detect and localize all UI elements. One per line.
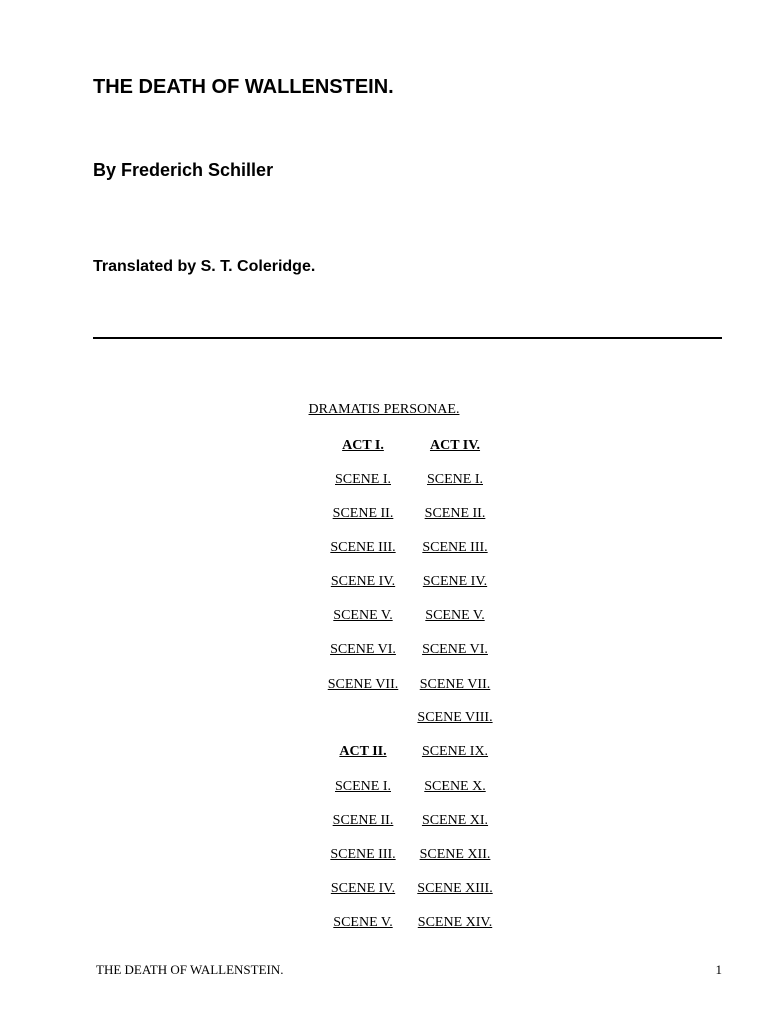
toc-row — [405, 470, 505, 489]
toc-row — [313, 675, 413, 694]
toc-row — [405, 640, 505, 659]
toc-row — [313, 845, 413, 864]
toc-link-right-scene-xi[interactable]: SCENE XI. — [421, 813, 489, 828]
toc-link-left-scene-v[interactable]: SCENE V. — [333, 608, 393, 623]
toc-link-right-scene-viii[interactable]: SCENE VIII. — [417, 710, 493, 725]
toc-row — [313, 538, 413, 557]
toc-row — [313, 742, 413, 761]
document-translator: Translated by S. T. Coleridge. — [93, 258, 316, 275]
toc-link-left-scene-iii[interactable]: SCENE III. — [330, 847, 396, 862]
footer-running-title: THE DEATH OF WALLENSTEIN. — [96, 962, 284, 977]
toc-link-left-scene-i[interactable]: SCENE I. — [335, 779, 391, 794]
toc-link-left-scene-v[interactable]: SCENE V. — [333, 915, 393, 930]
toc-row — [313, 606, 413, 625]
toc-link-left-scene-vi[interactable]: SCENE VI. — [330, 642, 396, 657]
document-title: THE DEATH OF WALLENSTEIN. — [93, 76, 394, 98]
toc-link-right-scene-iii[interactable]: SCENE III. — [422, 540, 488, 555]
toc-header-row — [0, 400, 768, 418]
toc-row — [313, 879, 413, 898]
toc-link-left-scene-iii[interactable]: SCENE III. — [330, 540, 396, 555]
toc-link-left-act-ii[interactable]: ACT II. — [339, 744, 387, 759]
toc-link-left-scene-ii[interactable]: SCENE II. — [332, 813, 394, 828]
toc-row — [405, 606, 505, 625]
toc-row — [313, 811, 413, 830]
footer-page-number: 1 — [715, 962, 722, 977]
toc-row — [313, 777, 413, 796]
toc-row — [405, 436, 505, 455]
toc-row — [405, 811, 505, 830]
toc-row — [405, 845, 505, 864]
table-of-contents — [0, 436, 768, 936]
toc-link-right-scene-ix[interactable]: SCENE IX. — [421, 744, 489, 759]
toc-link-left-act-i[interactable]: ACT I. — [342, 438, 384, 453]
toc-link-right-scene-xiii[interactable]: SCENE XIII. — [417, 881, 493, 896]
toc-row — [313, 913, 413, 932]
toc-row — [405, 708, 505, 727]
toc-link-right-scene-vi[interactable]: SCENE VI. — [422, 642, 488, 657]
document-author: By Frederich Schiller — [93, 160, 274, 180]
toc-link-left-scene-vii[interactable]: SCENE VII. — [327, 677, 399, 692]
toc-row — [313, 572, 413, 591]
toc-link-right-scene-x[interactable]: SCENE X. — [424, 779, 486, 794]
toc-row — [313, 436, 413, 455]
toc-row — [405, 675, 505, 694]
horizontal-rule — [93, 337, 722, 339]
toc-link-left-scene-iv[interactable]: SCENE IV. — [330, 881, 396, 896]
toc-link-right-scene-i[interactable]: SCENE I. — [427, 472, 483, 487]
toc-link-left-scene-ii[interactable]: SCENE II. — [332, 506, 394, 521]
toc-row — [405, 572, 505, 591]
toc-link-right-scene-vii[interactable]: SCENE VII. — [419, 677, 491, 692]
toc-link-right-scene-v[interactable]: SCENE V. — [425, 608, 485, 623]
toc-row — [405, 742, 505, 761]
toc-link-dramatis-personae[interactable]: DRAMATIS PERSONAE. — [308, 402, 460, 417]
toc-row — [405, 777, 505, 796]
toc-link-left-scene-iv[interactable]: SCENE IV. — [330, 574, 396, 589]
toc-link-right-scene-iv[interactable]: SCENE IV. — [422, 574, 488, 589]
toc-link-left-scene-i[interactable]: SCENE I. — [335, 472, 391, 487]
toc-link-right-act-iv[interactable]: ACT IV. — [429, 438, 481, 453]
toc-link-right-scene-xii[interactable]: SCENE XII. — [419, 847, 491, 862]
toc-row — [313, 470, 413, 489]
toc-row — [405, 913, 505, 932]
toc-row — [405, 504, 505, 523]
toc-row — [313, 640, 413, 659]
toc-row — [405, 538, 505, 557]
toc-row — [313, 504, 413, 523]
toc-link-right-scene-xiv[interactable]: SCENE XIV. — [417, 915, 493, 930]
toc-row — [405, 879, 505, 898]
toc-link-right-scene-ii[interactable]: SCENE II. — [424, 506, 486, 521]
